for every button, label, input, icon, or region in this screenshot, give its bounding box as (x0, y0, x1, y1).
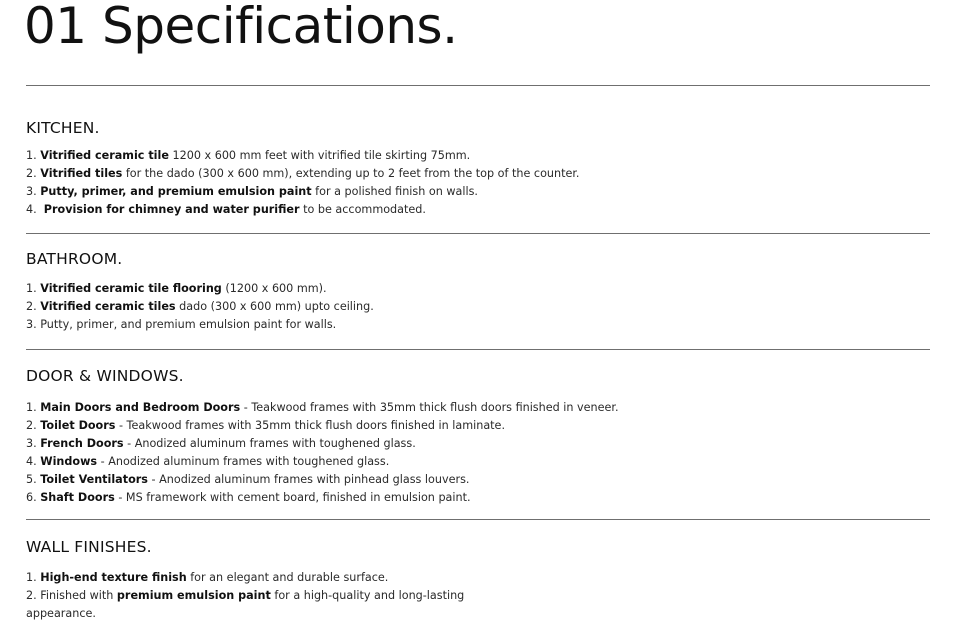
wall-finishes-spec-list (26, 569, 931, 623)
page-title: 01 Specifications. (24, 0, 458, 55)
divider (26, 233, 930, 234)
section-heading-wall-finishes: WALL FINISHES. (26, 538, 152, 556)
list-item: 4. Provision for chimney and water purifier to be accommodated. (26, 203, 426, 216)
section-heading-bathroom: BATHROOM. (26, 250, 123, 268)
list-item: 1. Main Doors and Bedroom Doors - Teakwood frames with 35mm thick flush doors finished in veneer. (26, 401, 619, 414)
divider (26, 349, 930, 350)
divider (26, 519, 930, 520)
door-windows-spec-list (26, 399, 931, 507)
list-item: 6. Shaft Doors - MS framework with cement board, finished in emulsion paint. (26, 491, 471, 504)
list-item: 1. Vitrified ceramic tile flooring (1200 x 600 mm). (26, 282, 327, 295)
list-item: 3. Putty, primer, and premium emulsion paint for walls. (26, 318, 337, 331)
list-item: 4. Windows - Anodized aluminum frames with toughened glass. (26, 455, 390, 468)
kitchen-spec-list (26, 147, 931, 219)
divider (26, 85, 930, 86)
bathroom-spec-list (26, 280, 931, 334)
list-item: 1. Vitrified ceramic tile 1200 x 600 mm feet with vitrified tile skirting 75mm. (26, 149, 471, 162)
list-item: 3. French Doors - Anodized aluminum frames with toughened glass. (26, 437, 416, 450)
list-item: 1. High-end texture finish for an elegant and durable surface. (26, 571, 389, 584)
section-heading-kitchen: KITCHEN. (26, 119, 100, 137)
section-heading-door-windows: DOOR & WINDOWS. (26, 367, 184, 385)
list-item: 2. Vitrified ceramic tiles dado (300 x 600 mm) upto ceiling. (26, 300, 374, 313)
list-item: 2. Finished with premium emulsion paint for a high-quality and long-lasting appearance. (26, 589, 465, 620)
list-item: 2. Toilet Doors - Teakwood frames with 35mm thick flush doors finished in laminate. (26, 419, 506, 432)
list-item: 3. Putty, primer, and premium emulsion paint for a polished finish on walls. (26, 185, 478, 198)
list-item: 5. Toilet Ventilators - Anodized aluminum frames with pinhead glass louvers. (26, 473, 470, 486)
list-item: 2. Vitrified tiles for the dado (300 x 600 mm), extending up to 2 feet from the top of the counter. (26, 167, 580, 180)
